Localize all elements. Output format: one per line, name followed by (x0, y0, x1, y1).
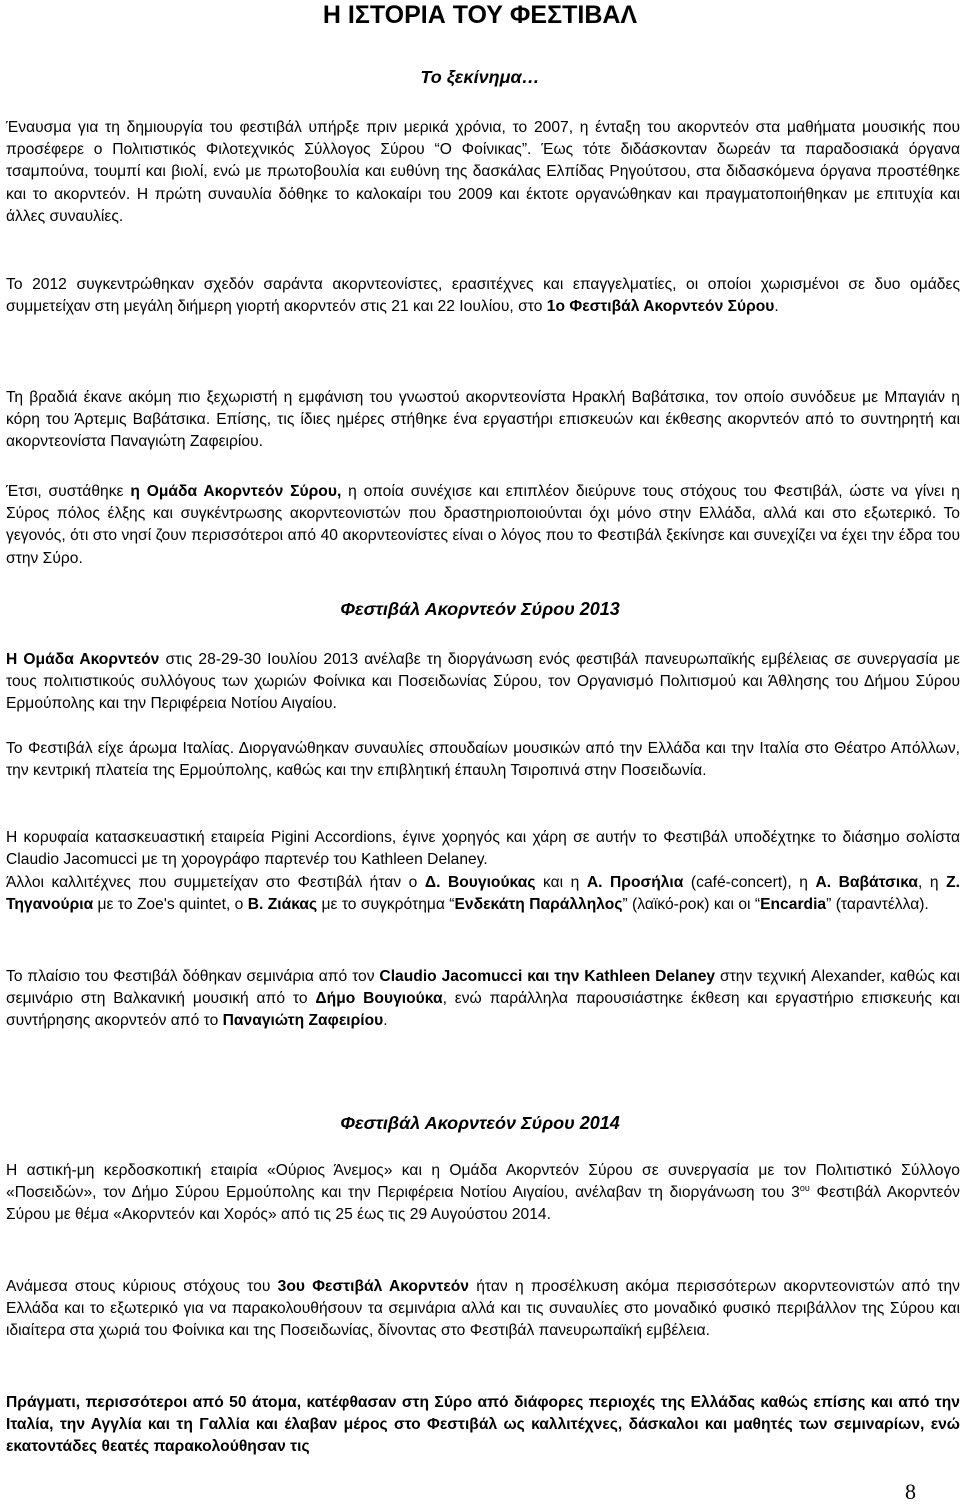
paragraph-2014-organization (6, 1160, 960, 1227)
paragraph-2013-italy: Το Φεστιβάλ είχε άρωμα Ιταλίας. Διοργανώθηκαν συναυλίες σπουδαίων μουσικών από την Ελλάδα και την Ιταλία στο Θέατρο Απόλλων, την κεντρική πλατεία της Ερμούπολης, καθώς και την επιβλητική έπαυλη Τσιροπινά στην Ποσειδωνία. (6, 740, 960, 780)
paragraph-2013-seminars (6, 966, 960, 1033)
artists-text-e: , η (918, 874, 947, 891)
organization-2014-text-a: Η αστική-μη κερδοσκοπική εταιρία «Ούριος Άνεμος» και η Ομάδα Ακορντεόν Σύρου σε συνεργασία με τον Πολιτιστικό Σύλλογο «Ποσειδών», τον Δήμο Σύρου Ερμούπολης και την Περιφέρεια Νοτίου Αιγαίου, ανέλαβαν τη διοργάνωση του 3 (6, 1162, 960, 1202)
section-heading-2014: Φεστιβάλ Ακορντεόν Σύρου 2014 (340, 1113, 620, 1133)
page-number: 8 (905, 1479, 916, 1504)
paragraph-2013-artists (6, 872, 960, 916)
seminar-teachers-bold: Claudio Jacomucci και την Kathleen Delaney (379, 968, 716, 985)
artist-tiganouria: Ζ. Τηγανούρια (6, 874, 960, 914)
third-festival-bold: 3ου Φεστιβάλ Ακορντεόν (277, 1278, 469, 1295)
goals-text-b: ήταν η προσέλκυση ακόμα περισσότερων ακορντεονιστών από την Ελλάδα και το εξωτερικό για να παρακολουθήσουν τα σεμινάρια αλλά και τις συναυλίες στο μοναδικό φυσικό περιβάλλον της Σύρου και ιδιαίτερα στα χωριά του Φοίνικα και της Ποσειδωνίας, δίνοντας στο Φεστιβάλ πανευρωπαϊκή εμβέλεια. (6, 1278, 960, 1340)
artist-vougioukas: Δ. Βουγιούκας (424, 874, 536, 891)
seminars-text-d: , ενώ παράλληλα παρουσιάστηκε έκθεση και εργαστήριο επισκευής και συντήρησης ακορντεόν από το (6, 990, 960, 1030)
paragraph-2013-sponsor: Η κορυφαία κατασκευαστική εταιρεία Pigini Accordions, έγινε χορηγός και χάρη σε αυτήν το Φεστιβάλ υποδέχτηκε το διάσημο σολίστα Claudio Jacomucci με τη χορογράφο παρτενέρ του Kathleen Delaney. (6, 829, 960, 869)
seminars-text-a: Το πλαίσιο του Φεστιβάλ δόθηκαν σεμινάρια από τον (6, 968, 380, 985)
artist-ziakas: Β. Ζιάκας (247, 896, 318, 914)
band-encardia: Encardia (760, 896, 827, 914)
section-heading-start: Το ξεκίνημα… (420, 67, 540, 87)
group-bold: Η Ομάδα Ακορντεόν (6, 651, 160, 668)
ordinal-superscript: ου (799, 1183, 810, 1194)
paragraph-2013-organization (6, 649, 960, 716)
paragraph-2014-goals (6, 1276, 960, 1343)
paragraph-origins: Έναυσμα για τη δημιουργία του φεστιβάλ υπήρξε πριν μερικά χρόνια, το 2007, η ένταξη του ακορντεόν στα μαθήματα μουσικής που προσέφερε ο Πολιτιστικός Φιλοτεχνικός Σύλλογος Σύρου “Ο Φοίνικας”. Έως τότε διδάσκονταν δωρεάν τα παραδοσιακά όργανα τσαμπούνα, τουμπί και βιολί, ενώ με πρωτοβουλία και ευθύνη της δασκάλας Ελπίδας Ρηγούτσου, στα διδασκόμενα όργανα προστέθηκε και το ακορντεόν. Η πρώτη συναυλία δόθηκε το καλοκαίρι του 2009 και έκτοτε οργανώθηκαν και πραγματοποιήθηκαν με επιτυχία και άλλες συναυλίες. (6, 119, 960, 225)
paragraph-group-text-b: η οποία συνέχισε και επιπλέον διεύρυνε τους στόχους του Φεστιβάλ, ώστε να γίνει η Σύρος πόλος έλξης και συγκέντρωσης ακορντεονιστών που δραστηριοποιούνται όχι μόνο στην Ελλάδα, αλλά και στο εξωτερικό. Το γεγονός, ότι στο νησί ζουν περισσότεροι από 40 ακορντεονίστες είναι ο λόγος που το Φεστιβάλ ξεκίνησε και συνεχίζει να έχει την έδρα του στην Σύρο. (6, 483, 960, 567)
section-heading-2013: Φεστιβάλ Ακορντεόν Σύρου 2013 (340, 599, 620, 619)
artist-vavatsika: Α. Βαβάτσικα (815, 874, 919, 891)
seminar-vougioukas-bold: Δήμο Βουγιούκα (315, 990, 443, 1008)
paragraph-group (6, 481, 960, 570)
seminar-zafeiriou-bold: Παναγιώτη Ζαφειρίου (222, 1012, 384, 1030)
paragraph-2013-organization-text: στις 28-29-30 Ιουλίου 2013 ανέλαβε τη διοργάνωση ενός φεστιβάλ πανευρωπαϊκής εμβέλειας σε συνεργασία με τους πολιτιστικούς συλλόγους των χωριών Φοίνικα και Ποσειδωνίας Σύρου, τον Οργανισμό Πολιτισμού και Άθλησης του Δήμου Σύρου Ερμούπολης και την Περιφέρεια Νοτίου Αιγαίου. (6, 651, 960, 713)
artists-text-f: με το Zoe's quintet, ο (93, 896, 248, 914)
artists-text-h: ” (λαϊκό-ροκ) και οι “ (622, 896, 761, 914)
seminars-text-c: στην τεχνική Alexander, καθώς και σεμινάριο στη Βαλκανική μουσική από το (6, 968, 960, 1008)
paragraph-2012 (6, 274, 960, 318)
festival-name-bold: 1ο Φεστιβάλ Ακορντεόν Σύρου (546, 298, 775, 316)
artists-text-c: και η (535, 874, 587, 891)
paragraph-group-text-a: Έτσι, συστάθηκε (6, 483, 131, 500)
paragraph-2012-end: . (774, 298, 779, 316)
group-name-bold: η Ομάδα Ακορντεόν Σύρου, (130, 483, 342, 500)
goals-text-a: Ανάμεσα στους κύριους στόχους του (6, 1278, 278, 1295)
artists-text-g: με το συγκρότημα “ (317, 896, 455, 914)
page-title: Η ΙΣΤΟΡΙΑ ΤΟΥ ΦΕΣΤΙΒΑΛ (322, 1, 638, 29)
paragraph-2012-text: Το 2012 συγκεντρώθηκαν σχεδόν σαράντα ακορντεονίστες, ερασιτέχνες και επαγγελματίες, οι οποίοι χωρισμένοι σε δυο ομάδες συμμετείχαν στη μεγάλη διήμερη γιορτή ακορντεόν στις 21 και 22 Ιουλίου, στο (6, 276, 960, 316)
band-endekati-parallilos: Ενδεκάτη Παράλληλος (454, 896, 623, 914)
seminars-text-e: . (383, 1012, 388, 1030)
artists-text-d: (café-concert), η (683, 874, 816, 891)
paragraph-2014-attendance: Πράγματι, περισσότεροι από 50 άτομα, κατέφθασαν στη Σύρο από διάφορες περιοχές της Ελλάδας καθώς επίσης και από την Ιταλία, την Αγγλία και τη Γαλλία και έλαβαν μέρος στο Φεστιβάλ ως καλλιτέχνες, δάσκαλοι και μαθητές των σεμιναρίων, ενώ εκατοντάδες θεατές παρακολούθησαν τις (6, 1394, 960, 1456)
artists-text-a: Άλλοι καλλιτέχνες που συμμετείχαν στο Φεστιβάλ ήταν ο (6, 874, 425, 891)
organization-2014-text-b: Φεστιβάλ Ακορντεόν Σύρου με θέμα «Ακορντεόν και Χορός» από τις 25 έως τις 29 Αυγούστου 2014. (6, 1184, 960, 1224)
artists-text-i: ” (ταραντέλλα). (826, 896, 929, 914)
paragraph-evening: Τη βραδιά έκανε ακόμη πιο ξεχωριστή η εμφάνιση του γνωστού ακορντεονίστα Ηρακλή Βαβάτσικα, τον οποίο συνόδευε με Μπαγιάν η κόρη του Άρτεμις Βαβάτσικα. Επίσης, τις ίδιες ημέρες στήθηκε ένα εργαστήρι επισκευών και έκθεσης ακορντεόν από το συντηρητή και ακορντεονίστα Παναγιώτη Ζαφειρίου. (6, 389, 960, 451)
artist-prosilia: Α. Προσήλια (586, 874, 684, 891)
